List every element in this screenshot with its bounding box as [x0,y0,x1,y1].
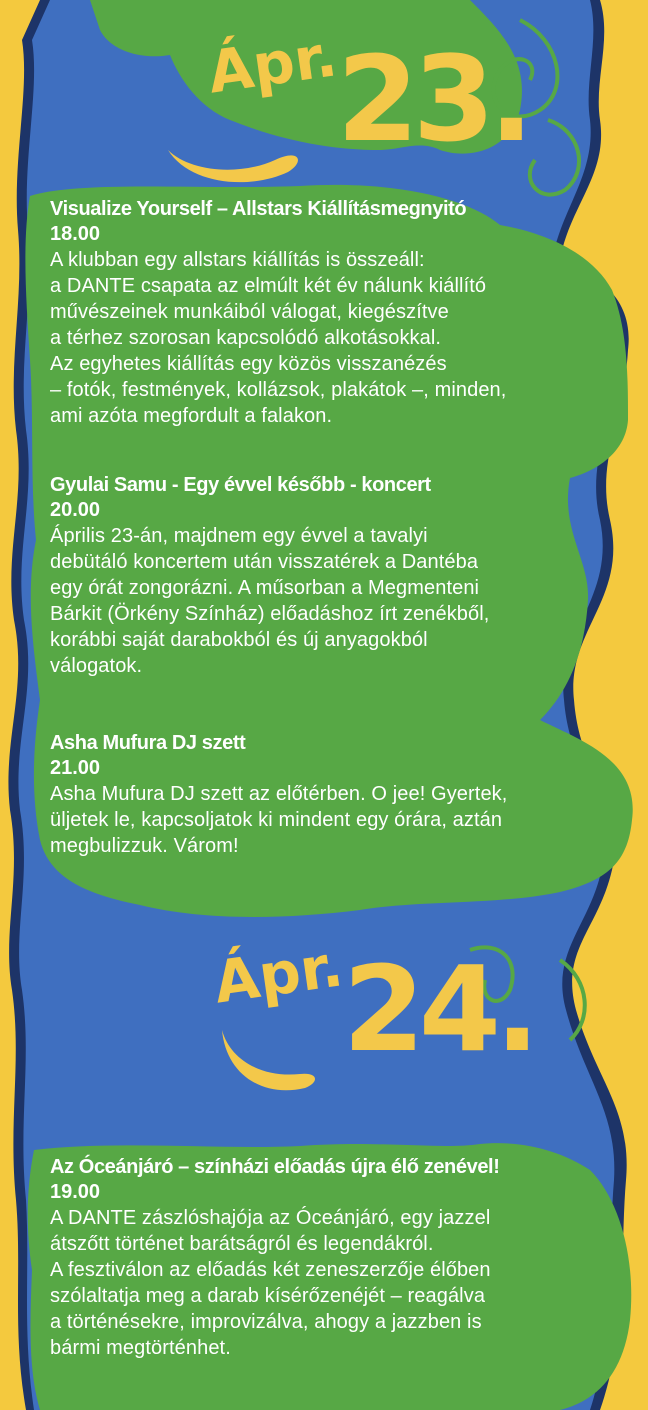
event-desc-line: A klubban egy allstars kiállítás is összeáll: [50,249,425,271]
event-visualize-yourself [50,197,630,429]
event-oceanjaro [50,1155,630,1361]
event-desc-line: a DANTE csapata az elmúlt két év nálunk kiállító [50,275,487,297]
event-time: 19.00 [50,1181,101,1203]
event-desc-line: A DANTE zászlóshajója az Óceánjáró, egy jazzel [50,1207,491,1229]
date-month: Ápr. [203,21,341,107]
apr24-date-heading [209,931,534,1078]
event-desc-line: – fotók, festmények, kollázsok, plakátok –, minden, [50,379,507,401]
event-asha-mufura [50,731,630,859]
event-desc-line: bármi megtörténhet. [50,1337,231,1359]
event-desc-line: megbulizzuk. Várom! [50,835,239,857]
event-desc-line: Az egyhetes kiállítás egy közös visszanézés [50,353,447,375]
event-gyulai-samu [50,473,630,679]
date-day: 24. [342,940,534,1078]
event-desc-line: a térhez szorosan kapcsolódó alkotásokkal. [50,327,442,349]
event-time: 20.00 [50,499,101,521]
event-title: Az Óceánjáró – színházi előadás újra élő zenével! [50,1156,500,1178]
event-desc-line: Április 23-án, majdnem egy évvel a tavalyi [50,525,428,547]
event-desc-line: egy órát zongorázni. A műsorban a Megmenteni [50,577,480,599]
event-title: Asha Mufura DJ szett [50,732,246,754]
event-desc-line: ami azóta megfordult a falakon. [50,405,333,427]
event-desc-line: korábbi saját darabokból és új anyagokból [50,629,428,651]
event-desc-line: a történésekre, improvizálva, ahogy a jazzben is [50,1311,482,1333]
event-title: Visualize Yourself – Allstars Kiállításmegnyitó [50,198,467,220]
event-desc-line: debütáló koncertem után visszatérek a Dantéba [50,551,479,573]
event-desc-line: Asha Mufura DJ szett az előtérben. O jee! Gyertek, [50,783,508,805]
date-day: 23. [336,30,528,168]
event-time: 18.00 [50,223,101,245]
event-time: 21.00 [50,757,101,779]
date-month: Ápr. [209,931,347,1017]
event-desc-line: szólaltatja meg a darab kísérőzenéjét – reagálva [50,1285,486,1307]
event-desc-line: Bárkit (Örkény Színház) előadáshoz írt zenékből, [50,603,490,625]
event-desc-line: válogatok. [50,655,143,677]
apr23-date-heading [203,21,528,168]
event-title: Gyulai Samu - Egy évvel később - koncert [50,474,431,496]
event-desc-line: üljetek le, kapcsoljatok ki mindent egy órára, aztán [50,809,503,831]
event-desc-line: átszőtt történet barátságról és legendákról. [50,1233,434,1255]
event-desc-line: művészeinek munkáiból válogat, kiegészítve [50,301,449,323]
event-desc-line: A fesztiválon az előadás két zeneszerzője élőben [50,1259,491,1281]
